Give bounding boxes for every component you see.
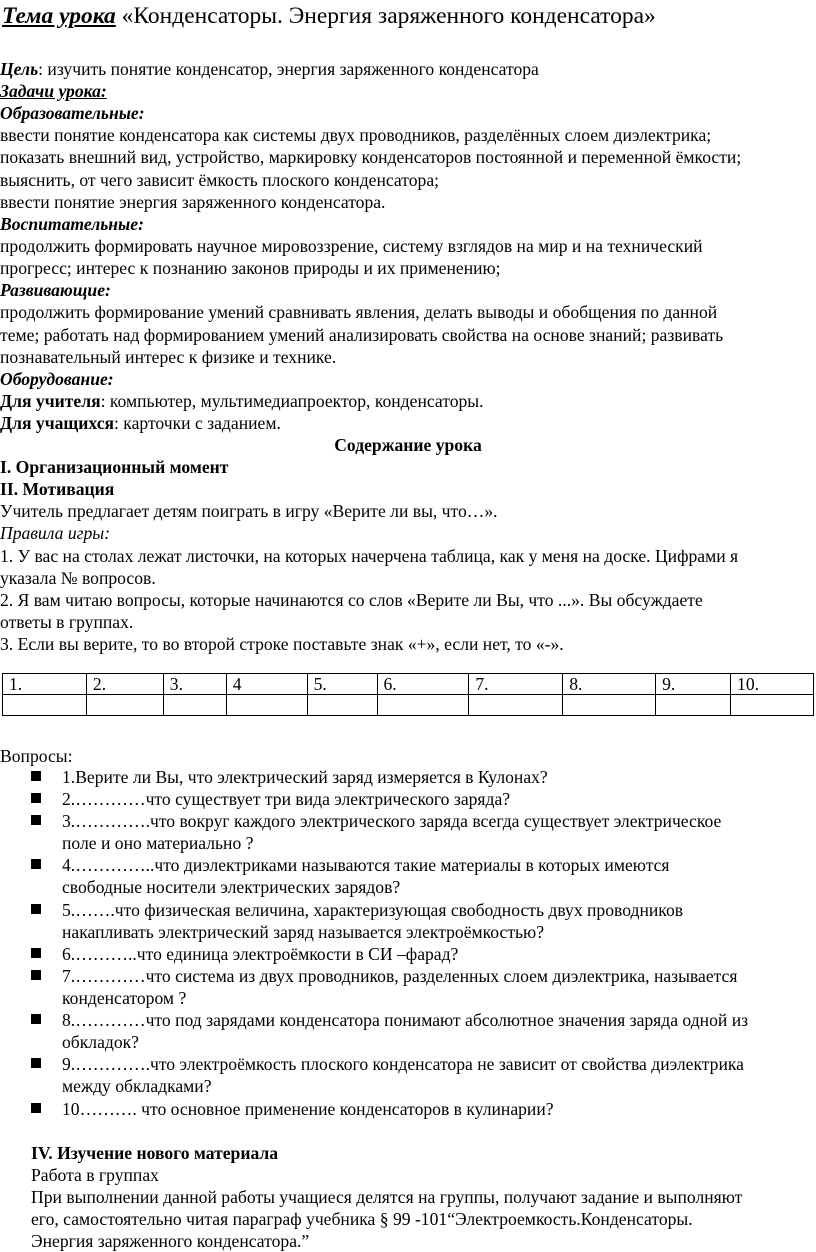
square-bullet-icon <box>31 1058 41 1068</box>
answer-table-header-cell: 2. <box>86 674 163 695</box>
answer-table-header-cell: 3. <box>163 674 226 695</box>
section-organizational: I. Организационный момент <box>0 457 229 477</box>
answer-cell <box>469 695 563 716</box>
answer-table-header-cell: 1. <box>3 674 87 695</box>
final-line: Энергия заряженного конденсатора.” <box>31 1231 310 1251</box>
answer-cell <box>731 695 814 716</box>
section-new-material: IV. Изучение нового материала <box>31 1143 279 1163</box>
lesson-title-text: «Конденсаторы. Энергия заряженного конденсатора» <box>115 3 656 29</box>
question-item-continued: накапливать электрический заряд называется электроёмкостью? <box>62 922 544 942</box>
question-item: 3.………….что вокруг каждого электрического заряда всегда существует электрическое <box>62 811 722 831</box>
educational-line: показать внешний вид, устройство, маркировку конденсаторов постоянной и переменной ёмкости; <box>0 147 742 167</box>
answer-table-header-cell: 8. <box>563 674 656 695</box>
question-item: 7.…………что система из двух проводников, разделенных слоем диэлектрика, называется <box>62 966 738 986</box>
square-bullet-icon <box>31 771 41 781</box>
answer-cell <box>86 695 163 716</box>
answer-cell <box>3 695 87 716</box>
developing-line: познавательный интерес к физике и технике. <box>0 347 337 367</box>
question-item: 9.………….что электроёмкость плоского конденсатора не зависит от свойства диэлектрика <box>62 1054 744 1074</box>
students-text: : карточки с заданием. <box>114 413 281 433</box>
question-item-continued: конденсатором ? <box>62 988 187 1008</box>
developing-line: теме; работать над формированием умений анализировать свойства на основе знаний; развивать <box>0 325 724 345</box>
final-line: При выполнении данной работы учащиеся делятся на группы, получают задание и выполняют <box>31 1187 743 1207</box>
equipment-teacher <box>0 390 484 412</box>
lesson-title-label: Тема урока <box>2 3 116 29</box>
upbringing-line: продолжить формировать научное мировоззрение, систему взглядов на мир и на технический <box>0 236 703 256</box>
answer-table-header-row <box>3 674 814 695</box>
section-motivation: II. Мотивация <box>0 479 115 499</box>
square-bullet-icon <box>31 1103 41 1113</box>
question-item-continued: поле и оно материально ? <box>62 833 254 853</box>
rule-line: 3. Если вы верите, то во второй строке поставьте знак «+», если нет, то «-». <box>0 634 564 654</box>
educational-heading: Образовательные: <box>0 103 145 123</box>
goal-text: : изучить понятие конденсатор, энергия заряженного конденсатора <box>38 59 539 79</box>
rules-heading: Правила игры: <box>0 523 111 543</box>
educational-line: выяснить, от чего зависит ёмкость плоского конденсатора; <box>0 170 440 190</box>
question-item-continued: обкладок? <box>62 1032 139 1052</box>
rule-line: указала № вопросов. <box>0 568 156 588</box>
answer-table-header-cell: 7. <box>469 674 563 695</box>
answer-cell <box>563 695 656 716</box>
question-item: 8.…………что под зарядами конденсатора понимают абсолютное значения заряда одной из <box>62 1010 749 1030</box>
square-bullet-icon <box>31 948 41 958</box>
educational-line: ввести понятие конденсатора как системы двух проводников, разделённых слоем диэлектрика; <box>0 125 712 145</box>
rule-line: 2. Я вам читаю вопросы, которые начинаются со слов «Верите ли Вы, что ...». Вы обсуждаете <box>0 590 703 610</box>
question-item: 5.…….что физическая величина, характеризующая свободность двух проводников <box>62 900 684 920</box>
question-item: 1.Верите ли Вы, что электрический заряд измеряется в Кулонах? <box>62 767 548 787</box>
upbringing-line: прогресс; интерес к познанию законов природы и их применению; <box>0 258 501 278</box>
square-bullet-icon <box>31 859 41 869</box>
questions-heading: Вопросы: <box>0 746 73 766</box>
square-bullet-icon <box>31 904 41 914</box>
answer-table-header-cell: 5. <box>307 674 377 695</box>
final-line: его, самостоятельно читая параграф учебника § 99 -101“Электроемкость.Конденсаторы. <box>31 1209 693 1229</box>
question-item: 10………. что основное применение конденсаторов в кулинарии? <box>62 1099 554 1119</box>
question-item: 2.…………что существует три вида электрического заряда? <box>62 789 511 809</box>
square-bullet-icon <box>31 815 41 825</box>
answer-table-header-cell: 6. <box>377 674 469 695</box>
question-item: 6.………..что единица электроёмкости в СИ –фарад? <box>62 944 459 964</box>
tasks-heading: Задачи урока: <box>0 81 107 101</box>
rule-line: ответы в группах. <box>0 612 134 632</box>
teacher-text: : компьютер, мультимедиапроектор, конденсаторы. <box>100 391 484 411</box>
answer-cell <box>226 695 307 716</box>
answer-cell <box>377 695 469 716</box>
answer-table-header-cell: 10. <box>731 674 814 695</box>
group-work-label: Работа в группах <box>31 1165 159 1185</box>
students-label: Для учащихся <box>0 413 115 433</box>
answer-table-answer-row <box>3 695 814 716</box>
question-item-continued: между обкладками? <box>62 1076 212 1096</box>
goal-line <box>0 58 539 80</box>
answer-cell <box>656 695 731 716</box>
square-bullet-icon <box>31 970 41 980</box>
equipment-students <box>0 412 281 434</box>
lesson-title <box>2 2 656 30</box>
answer-cell <box>307 695 377 716</box>
question-item: 4.…………..что диэлектриками называются такие материалы в которых имеются <box>62 855 670 875</box>
content-heading: Содержание урока <box>334 435 482 455</box>
equipment-heading: Оборудование: <box>0 369 114 389</box>
motivation-text: Учитель предлагает детям поиграть в игру «Верите ли вы, что…». <box>0 501 498 521</box>
developing-line: продолжить формирование умений сравнивать явления, делать выводы и обобщения по данной <box>0 302 718 322</box>
goal-label: Цель <box>0 59 39 79</box>
upbringing-heading: Воспитательные: <box>0 214 144 234</box>
answer-table-header-cell: 9. <box>656 674 731 695</box>
answer-table-header-cell: 4 <box>226 674 307 695</box>
answer-table <box>2 673 814 716</box>
educational-line: ввести понятие энергия заряженного конденсатора. <box>0 192 386 212</box>
square-bullet-icon <box>31 1014 41 1024</box>
answer-cell <box>163 695 226 716</box>
developing-heading: Развивающие: <box>0 280 111 300</box>
question-item-continued: свободные носители электрических зарядов? <box>62 877 401 897</box>
rule-line: 1. У вас на столах лежат листочки, на которых начерчена таблица, как у меня на доске. Цифрами я <box>0 546 739 566</box>
teacher-label: Для учителя <box>0 391 101 411</box>
square-bullet-icon <box>31 793 41 803</box>
